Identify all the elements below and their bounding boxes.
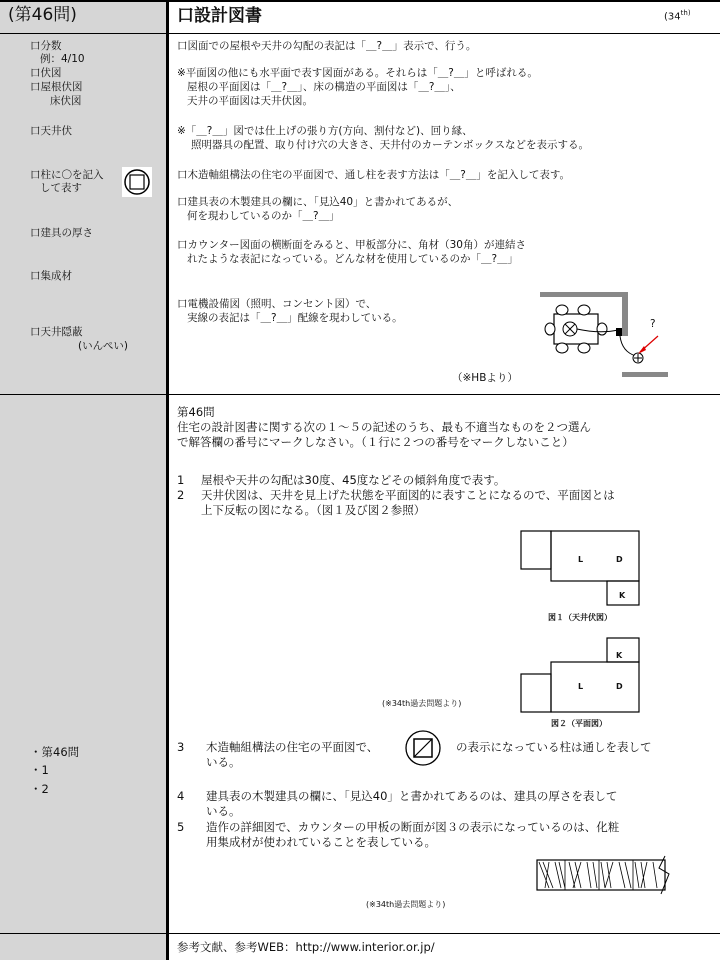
question-intro: で解答欄の番号にマークしなさい。（１行に２つの番号をマークしないこと） <box>177 435 574 449</box>
fig1-label-k: K <box>619 591 626 600</box>
sidebar-item: 口伏図 <box>30 67 62 79</box>
answer-item: ・2 <box>30 782 49 796</box>
page-title: 口設計図書 <box>177 6 262 26</box>
sidebar-item: 口天井隠蔽 <box>30 326 83 338</box>
figure-3-laminated-section <box>535 852 673 896</box>
question-number: (第46問) <box>8 5 77 25</box>
note-line: 口図面での屋根や天井の勾配の表記は「＿?＿」表示で、行う。 <box>177 40 477 52</box>
option-number: 1 <box>177 473 185 487</box>
source-note: (※34th過去問題より) <box>382 699 462 708</box>
footer-reference: 参考文献、参考WEB：http://www.interior.or.jp/ <box>177 940 435 954</box>
option-text: 造作の詳細図で、カウンターの甲板の断面が図３の表示になっているのは、化粧 <box>206 820 620 834</box>
fig2-label-k: K <box>616 651 623 660</box>
option-number: 2 <box>177 488 185 502</box>
option-text: 天井伏図は、天井を見上げた状態を平面図的に表すことになるので、平面図とは <box>201 488 615 502</box>
note-line: 口木造軸組構法の住宅の平面図で、通し柱を表す方法は「＿?＿」を記入して表す。 <box>177 169 571 181</box>
answer-label: ・第46問 <box>30 745 80 759</box>
answer-item: ・1 <box>30 763 49 777</box>
sidebar-item: 口集成材 <box>30 270 72 282</box>
sidebar-item: 口天井伏 <box>30 125 72 137</box>
note-line: 何を現わしているのか「＿?＿」 <box>187 210 340 222</box>
sidebar-item: 口分数 <box>30 40 62 52</box>
note-line: れたような表記になっている。どんな材を使用しているのか「＿?＿」 <box>187 253 519 265</box>
source-note: (※34th過去問題より) <box>366 900 446 909</box>
sidebar-background <box>0 0 166 960</box>
note-line: 口建具表の木製建具の欄に、「見込40」と書かれてあるが、 <box>177 196 459 208</box>
column-divider <box>166 0 169 960</box>
fig2-caption: 図２（平面図） <box>551 719 607 728</box>
through-column-icon <box>122 167 152 197</box>
option-number: 4 <box>177 789 185 803</box>
hb-source: （※HBより） <box>452 372 518 384</box>
figure-2-floor-plan <box>520 637 642 715</box>
option-text: 用集成材が使われていることを表している。 <box>206 835 436 849</box>
note-line: 実線の表記は「＿?＿」配線を現わしている。 <box>187 312 403 324</box>
option-text: 屋根や天井の勾配は30度、45度などその傾斜角度で表す。 <box>201 473 506 487</box>
option-text: 上下反転の図になる。（図１及び図２参照） <box>201 503 426 517</box>
option-number: 3 <box>177 740 185 754</box>
option-number: 5 <box>177 820 185 834</box>
sidebar-item: 床伏図 <box>50 95 82 107</box>
fig2-label-d: D <box>616 682 623 691</box>
top-border <box>0 0 720 2</box>
note-line: 屋根の平面図は「＿?＿」、床の構造の平面図は「＿?＿」、 <box>187 81 461 93</box>
note-line: 口電機設備図（照明、コンセント図）で、 <box>177 298 377 310</box>
sidebar-item: して表す <box>40 182 82 194</box>
note-line: 口カウンター図面の横断面をみると、甲板部分に、角材（30角）が連結さ <box>177 239 526 251</box>
option-text: 木造軸組構法の住宅の平面図で、 <box>206 740 379 754</box>
fig1-label-d: D <box>616 555 623 564</box>
page-tag: ($34^{th)}$ <box>664 9 691 23</box>
note-line: ※「＿?＿」図では仕上げの張り方(方向、割付など)、回り縁、 <box>177 125 473 137</box>
sidebar-item: 口建具の厚さ <box>30 227 93 239</box>
option-text: いる。 <box>206 804 241 818</box>
footer-divider <box>0 933 720 934</box>
electrical-diagram <box>540 290 670 382</box>
fig2-label-l: L <box>578 682 584 691</box>
note-line: 天井の平面図は天井伏図。 <box>187 95 313 107</box>
sidebar-item: (いんぺい) <box>78 340 128 352</box>
sidebar-item: 例：4/10 <box>40 53 85 65</box>
note-line: ※平面図の他にも水平面で表す図面がある。それらは「＿?＿」と呼ばれる。 <box>177 67 538 79</box>
question-mark: ? <box>650 318 656 330</box>
sidebar-item: 口柱に〇を記入 <box>30 169 104 181</box>
option-text: 建具表の木製建具の欄に、「見込40」と書かれてあるのは、建具の厚さを表して <box>206 789 618 803</box>
section-divider <box>0 394 720 395</box>
option-text: の表示になっている柱は通しを表して <box>456 740 652 754</box>
fig1-label-l: L <box>578 555 584 564</box>
sidebar-item: 口屋根伏図 <box>30 81 83 93</box>
through-column-icon <box>403 730 443 766</box>
header-divider <box>0 33 720 34</box>
question-heading: 第46問 <box>177 405 215 419</box>
option-text: いる。 <box>206 755 241 769</box>
fig1-caption: 図１（天井伏図） <box>548 613 612 622</box>
note-line: 照明器具の配置、取り付け穴の大きさ、天井付のカーテンボックスなどを表示する。 <box>191 139 589 151</box>
question-intro: 住宅の設計図書に関する次の１～５の記述のうち、最も不適当なものを２つ選ん <box>177 420 591 434</box>
